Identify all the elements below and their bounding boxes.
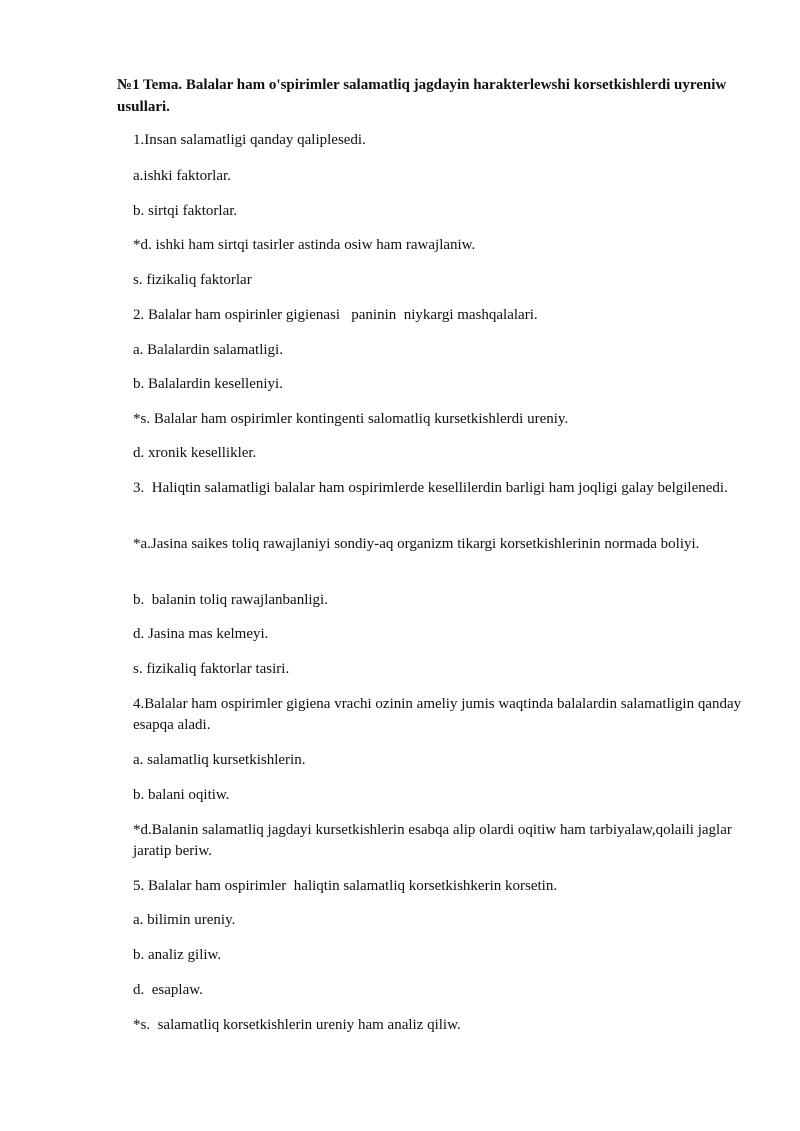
answer-1b: b. sirtqi faktorlar. — [133, 203, 238, 219]
answer-3a-correct: *a.Jasina saikes toliq rawajlaniyi sondiy-aq organizm tikargi korsetkishlerinin normada boliyi. — [133, 536, 700, 552]
answer-5b: b. analiz giliw. — [133, 947, 222, 963]
answer-2d: d. xronik kesellikler. — [133, 445, 257, 461]
document-title: №1 Tema. Balalar ham o'spirimler salamatliq jagdayin harakterlewshi korsetkishlerdi uyreniw usullari. — [117, 77, 727, 115]
answer-5a: a. bilimin ureniy. — [133, 912, 236, 928]
answer-2b: b. Balalardin keselleniyi. — [133, 376, 283, 392]
answer-3d: d. Jasina mas kelmeyi. — [133, 626, 269, 642]
answer-4b: b. balani oqitiw. — [133, 787, 230, 803]
answer-4d-correct: *d.Balanin salamatliq jagdayi kursetkishlerin esabqa alip olardi oqitiw ham tarbiyalaw,qolaili jaglar jaratip beriw. — [133, 822, 736, 859]
answer-3b: b. balanin toliq rawajlanbanligi. — [133, 592, 328, 608]
question-3: 3. Haliqtin salamatligi balalar ham ospirimlerde kesellilerdin barligi ham joqligi galay belgilenedi. — [133, 480, 728, 496]
answer-2a: a. Balalardin salamatligi. — [133, 342, 283, 358]
answer-1s: s. fizikaliq faktorlar — [133, 272, 252, 288]
answer-5s-correct: *s. salamatliq korsetkishlerin ureniy ham analiz qiliw. — [133, 1017, 461, 1033]
answer-2s-correct: *s. Balalar ham ospirimler kontingenti salomatliq kursetkishlerdi ureniy. — [133, 411, 569, 427]
answer-3s: s. fizikaliq faktorlar tasiri. — [133, 661, 290, 677]
answer-1a: a.ishki faktorlar. — [133, 168, 231, 184]
answer-5d: d. esaplaw. — [133, 982, 203, 998]
question-4: 4.Balalar ham ospirimler gigiena vrachi ozinin ameliy jumis waqtinda balalardin salamatligin qanday esapqa aladi. — [133, 696, 745, 733]
answer-4a: a. salamatliq kursetkishlerin. — [133, 752, 306, 768]
question-2: 2. Balalar ham ospirinler gigienasi paninin niykargi mashqalalari. — [133, 307, 538, 323]
question-5: 5. Balalar ham ospirimler haliqtin salamatliq korsetkishkerin korsetin. — [133, 878, 558, 894]
question-1: 1.Insan salamatligi qanday qaliplesedi. — [133, 132, 366, 148]
answer-1d-correct: *d. ishki ham sirtqi tasirler astinda osiw ham rawajlaniw. — [133, 237, 476, 253]
